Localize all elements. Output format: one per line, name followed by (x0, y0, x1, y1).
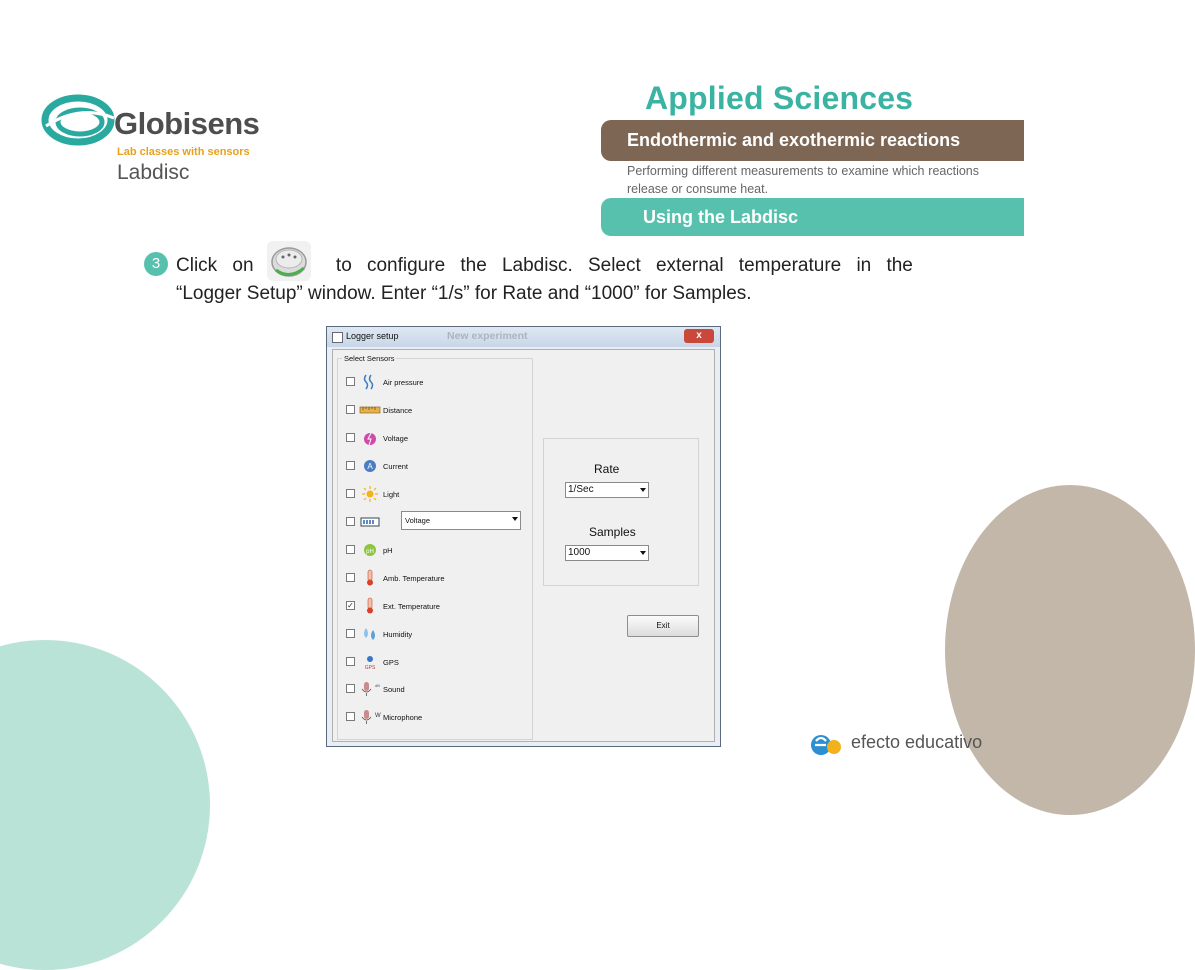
sound-icon (360, 681, 380, 697)
voltage-icon (360, 430, 380, 446)
air-pressure-icon (360, 374, 380, 390)
sensor-label: Current (383, 462, 409, 471)
efecto-educativo-logo-icon (810, 731, 842, 757)
sensor-checkbox[interactable] (346, 489, 355, 498)
sensor-checkbox[interactable] (346, 405, 355, 414)
decorative-circle-left (0, 640, 210, 970)
samples-value: 1000 (568, 547, 591, 558)
step-word: the (460, 255, 487, 276)
dropdown-arrow-icon (640, 551, 646, 555)
decorative-circle-right (945, 485, 1195, 815)
sensor-label: Distance (383, 406, 413, 415)
step-word: external (655, 255, 724, 276)
efecto-educativo-wordmark: efecto educativo (851, 732, 983, 752)
step-word: the (886, 255, 913, 276)
exit-button[interactable]: Exit (627, 615, 699, 637)
labdisc-wordmark: Labdisc (117, 161, 190, 184)
external-sensor-value: Voltage (405, 516, 431, 525)
section-title: Using the Labdisc (643, 207, 799, 227)
microphone-icon (360, 709, 380, 725)
window-title: Logger setup (346, 331, 399, 341)
rate-samples-group (543, 438, 699, 586)
sensor-label: Sound (383, 685, 405, 694)
window-titlebar[interactable] (327, 327, 720, 347)
globisens-swirl-icon (40, 86, 120, 166)
window-ghost-title: New experiment (447, 330, 528, 342)
sensor-label: Ext. Temperature (383, 602, 440, 611)
gps-icon (360, 654, 380, 670)
globisens-logo (40, 86, 280, 196)
select-sensors-label: Select Sensors (344, 354, 395, 363)
sensor-label: GPS (383, 658, 399, 667)
topic-description: Performing different measurements to examine which reactions release or consume heat. (627, 164, 979, 196)
applied-sciences-title: Applied Sciences (645, 80, 914, 116)
rate-value: 1/Sec (568, 484, 594, 495)
svg-text:pH: pH (366, 549, 374, 555)
sensor-label: pH (383, 546, 393, 555)
step-word: temperature (738, 255, 842, 276)
sensor-checkbox[interactable] (346, 461, 355, 470)
sensor-label: Voltage (383, 434, 409, 443)
svg-text:W: W (375, 713, 381, 719)
connector-icon (360, 514, 380, 530)
light-icon (360, 486, 380, 502)
svg-text:A: A (367, 462, 373, 471)
sensor-checkbox[interactable] (346, 629, 355, 638)
step-word: Labdisc. (501, 255, 573, 276)
sensor-checkbox[interactable] (346, 377, 355, 386)
svg-text:GPS: GPS (364, 665, 376, 671)
rate-label: Rate (594, 462, 620, 476)
sensor-checkbox[interactable] (346, 712, 355, 721)
rate-select[interactable] (565, 482, 649, 498)
step-word: configure (366, 255, 446, 276)
step-word: on (232, 255, 254, 276)
current-icon (360, 458, 380, 474)
window-app-icon (332, 332, 343, 343)
ph-icon (360, 542, 380, 558)
dropdown-arrow-icon (512, 517, 518, 521)
labdisc-configure-icon (266, 240, 312, 282)
globisens-tagline: Lab classes with sensors (117, 146, 250, 158)
sensor-checkbox[interactable] (346, 433, 355, 442)
step-word: to (335, 255, 352, 276)
sensor-checkbox[interactable] (346, 684, 355, 693)
sensor-label: Microphone (383, 713, 423, 722)
external-sensor-select[interactable] (401, 511, 521, 530)
dropdown-arrow-icon (640, 488, 646, 492)
topic-title: Endothermic and exothermic reactions (627, 130, 961, 150)
step-instruction-line2: “Logger Setup” window. Enter “1/s” for Rate and “1000” for Samples. (176, 283, 752, 304)
sensor-label: Air pressure (383, 378, 424, 387)
step-word: Select (587, 255, 641, 276)
step-number-badge: 3 (144, 252, 168, 276)
sensor-checkbox-checked[interactable]: ✓ (347, 601, 354, 610)
thermometer-icon (360, 598, 380, 614)
samples-select[interactable] (565, 545, 649, 561)
sensor-label: Humidity (383, 630, 413, 639)
sensor-checkbox[interactable] (346, 657, 355, 666)
globisens-wordmark: Globisens (114, 106, 260, 141)
sensor-label: Light (383, 490, 400, 499)
samples-label: Samples (589, 525, 636, 539)
step-word: in (856, 255, 872, 276)
step-word: Click (176, 255, 218, 276)
sensor-checkbox[interactable] (346, 573, 355, 582)
window-close-button[interactable]: x (684, 329, 714, 343)
sensor-checkbox[interactable] (346, 517, 355, 526)
humidity-icon (360, 626, 380, 642)
sensor-checkbox[interactable] (346, 545, 355, 554)
ruler-icon (360, 402, 380, 418)
svg-text:dB: dB (375, 683, 380, 688)
sensor-label: Amb. Temperature (383, 574, 445, 583)
thermometer-icon (360, 570, 380, 586)
